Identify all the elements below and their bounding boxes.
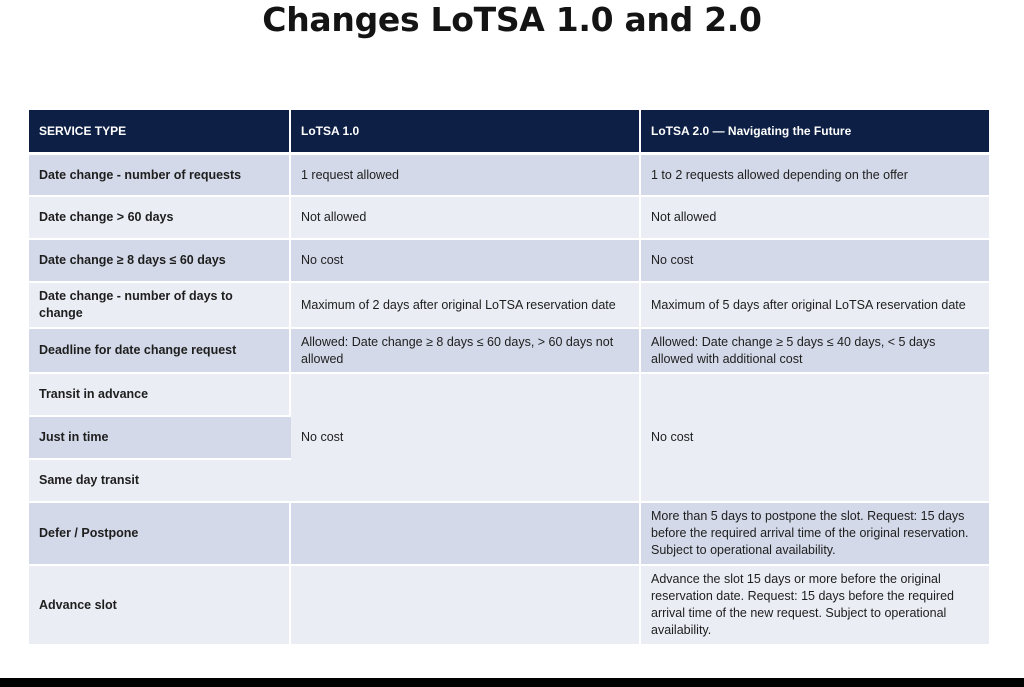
lotsa-2-cell: More than 5 days to postpone the slot. Request: 15 days before the required arrival time of the original reservation. Subject to operational availability. xyxy=(641,503,989,566)
row-label: Date change - number of days to change xyxy=(29,283,291,329)
table-row xyxy=(29,374,989,417)
row-label: Date change ≥ 8 days ≤ 60 days xyxy=(29,240,291,283)
row-label: Deadline for date change request xyxy=(29,329,291,374)
header-lotsa-2: LoTSA 2.0 — Navigating the Future xyxy=(641,110,989,155)
table-row xyxy=(29,566,989,646)
table-header-row xyxy=(29,110,989,155)
lotsa-1-cell xyxy=(291,566,641,646)
row-label: Defer / Postpone xyxy=(29,503,291,566)
lotsa-1-cell: No cost xyxy=(291,374,641,503)
lotsa-2-cell: 1 to 2 requests allowed depending on the offer xyxy=(641,155,989,197)
table-row xyxy=(29,329,989,374)
header-lotsa-1: LoTSA 1.0 xyxy=(291,110,641,155)
comparison-table xyxy=(29,110,989,646)
lotsa-1-cell: Allowed: Date change ≥ 8 days ≤ 60 days, > 60 days not allowed xyxy=(291,329,641,374)
bottom-border-bar xyxy=(0,678,1024,687)
lotsa-1-cell: Not allowed xyxy=(291,197,641,240)
table-row xyxy=(29,155,989,197)
row-label: Date change - number of requests xyxy=(29,155,291,197)
row-label: Date change > 60 days xyxy=(29,197,291,240)
table-row xyxy=(29,240,989,283)
lotsa-2-cell: Allowed: Date change ≥ 5 days ≤ 40 days, < 5 days allowed with additional cost xyxy=(641,329,989,374)
lotsa-1-cell: No cost xyxy=(291,240,641,283)
lotsa-1-cell: 1 request allowed xyxy=(291,155,641,197)
page-title: Changes LoTSA 1.0 and 2.0 xyxy=(262,0,762,39)
row-label: Just in time xyxy=(29,417,291,460)
lotsa-1-cell: Maximum of 2 days after original LoTSA reservation date xyxy=(291,283,641,329)
lotsa-2-cell: Maximum of 5 days after original LoTSA reservation date xyxy=(641,283,989,329)
lotsa-2-cell: No cost xyxy=(641,374,989,503)
lotsa-2-cell: Advance the slot 15 days or more before the original reservation date. Request: 15 days before the required arrival time of the new request. Subject to operational availability. xyxy=(641,566,989,646)
lotsa-2-cell: Not allowed xyxy=(641,197,989,240)
row-label: Same day transit xyxy=(29,460,291,503)
lotsa-2-cell: No cost xyxy=(641,240,989,283)
row-label: Transit in advance xyxy=(29,374,291,417)
row-label: Advance slot xyxy=(29,566,291,646)
lotsa-1-cell xyxy=(291,503,641,566)
header-service-type: SERVICE TYPE xyxy=(29,110,291,155)
table-row xyxy=(29,283,989,329)
table-row xyxy=(29,197,989,240)
table-row xyxy=(29,503,989,566)
